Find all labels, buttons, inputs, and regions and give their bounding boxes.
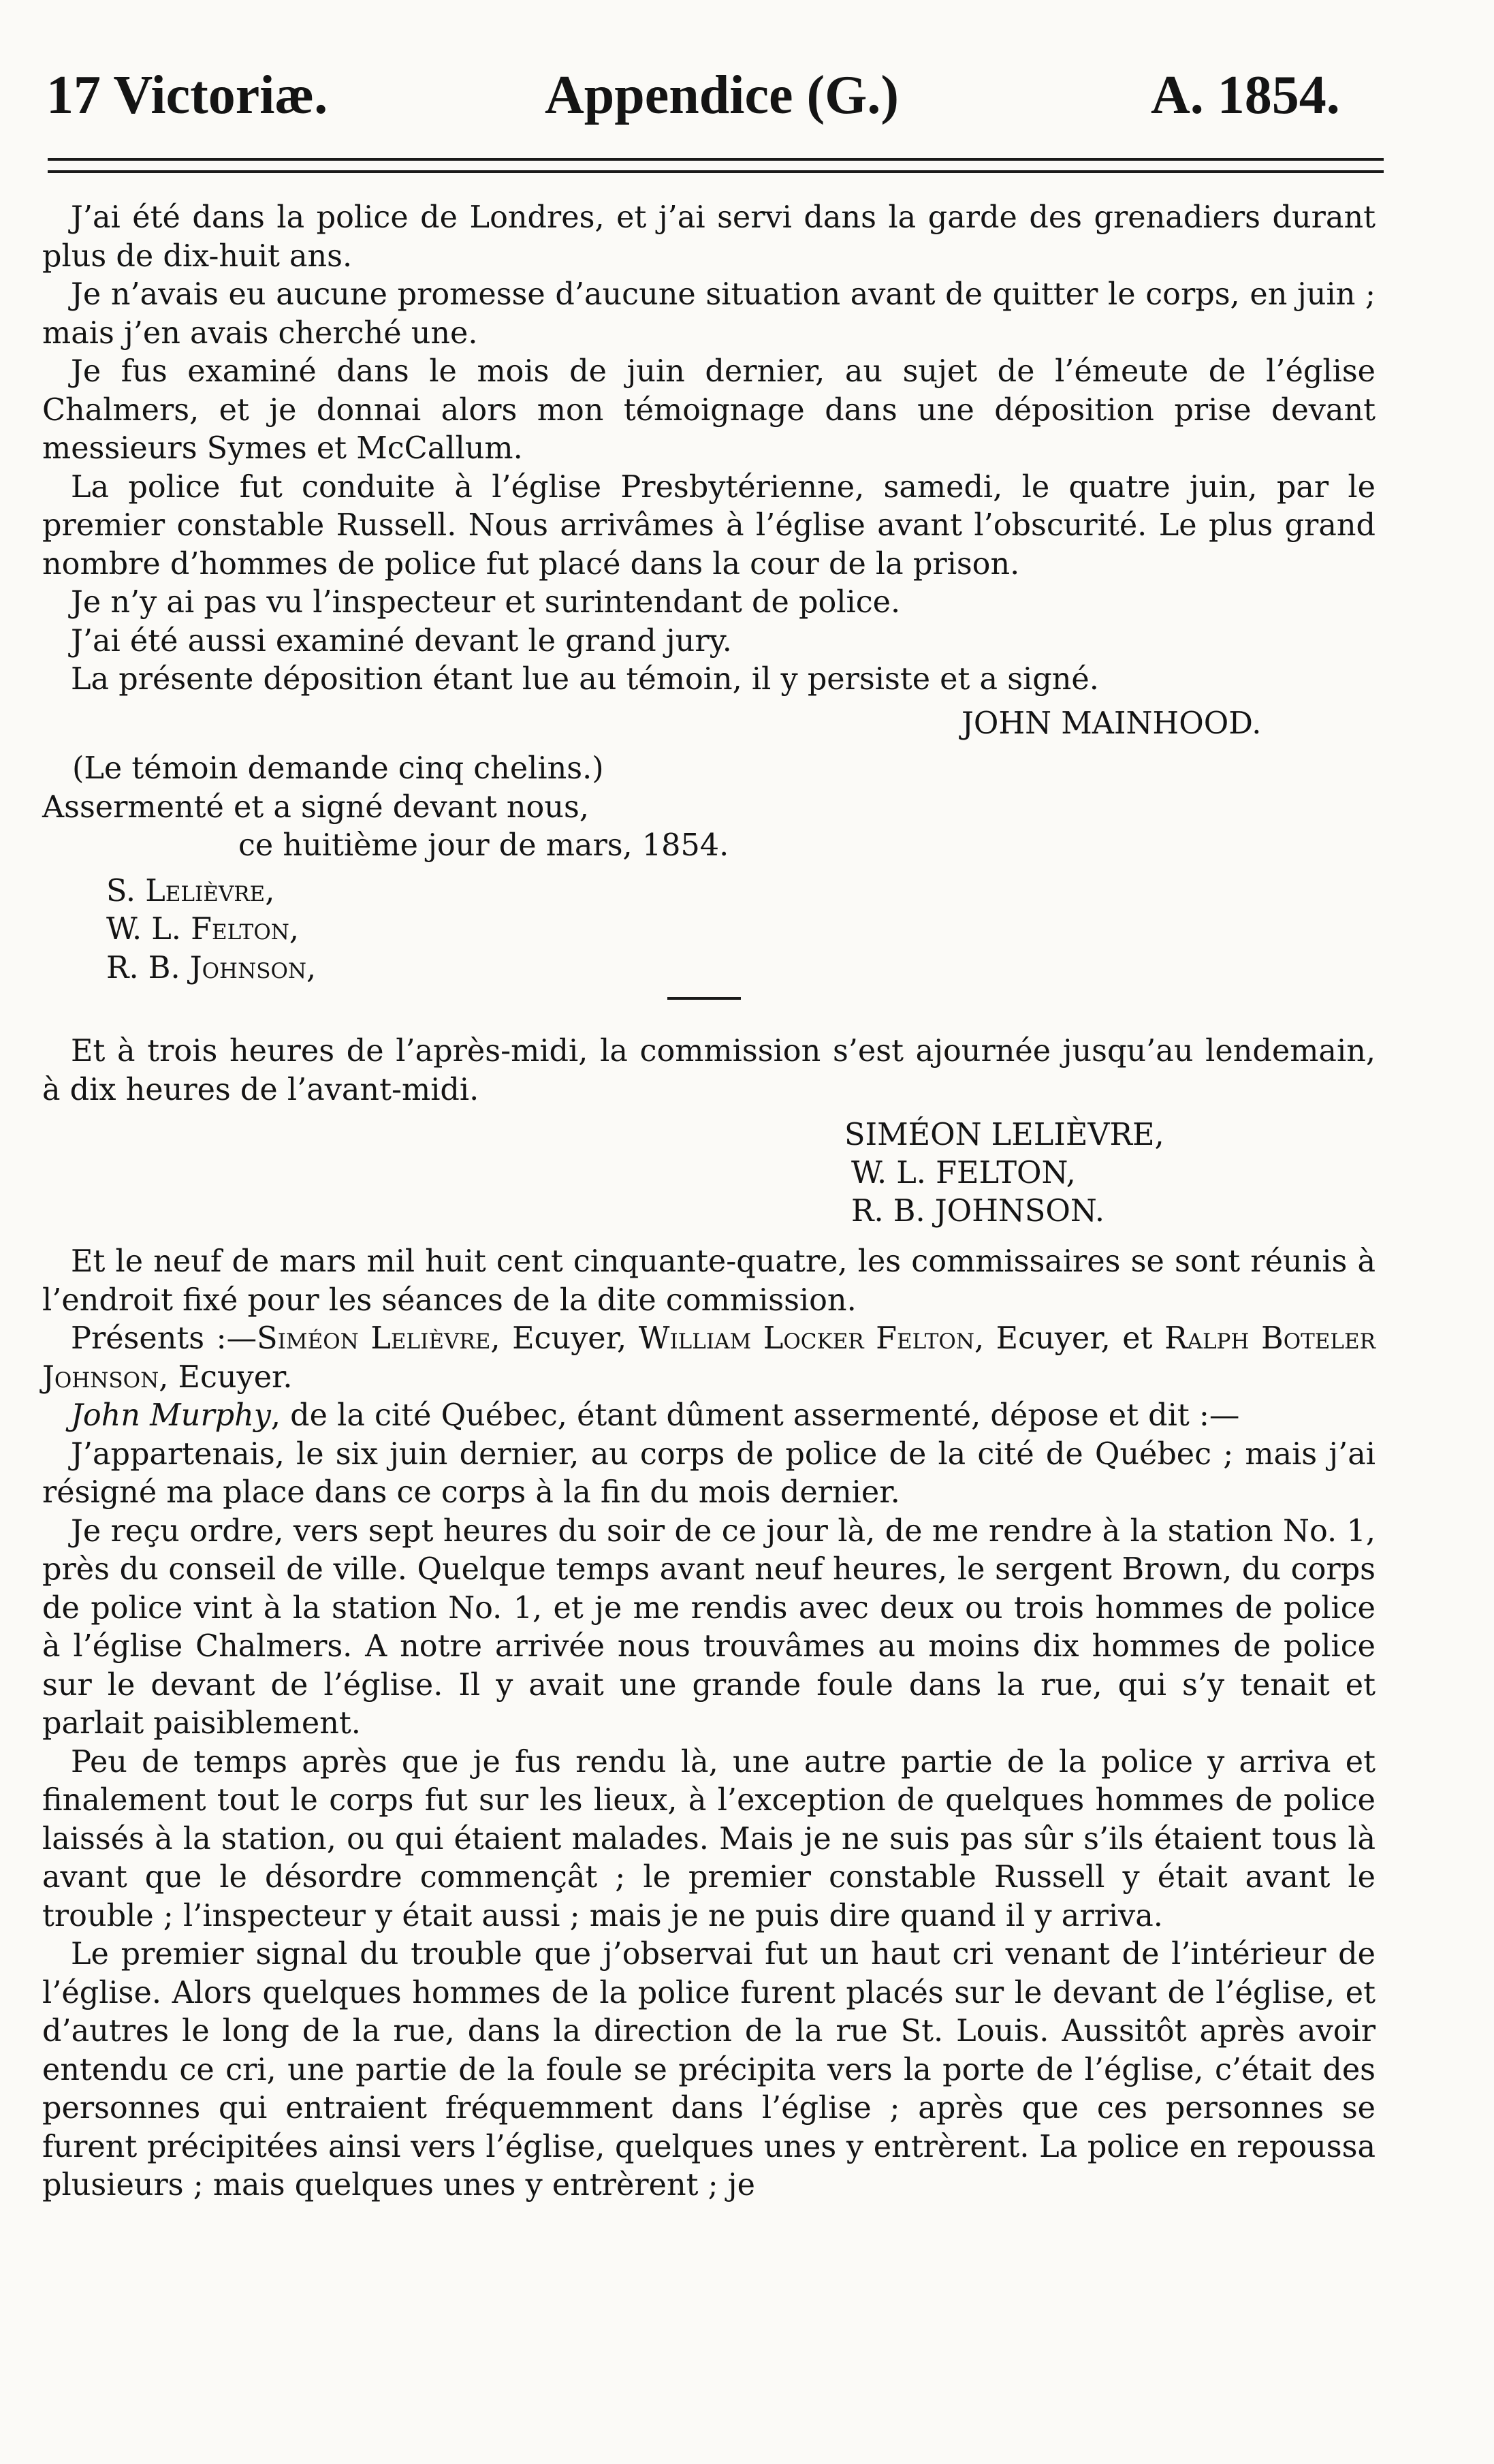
present-text: , Ecuyer, — [490, 1321, 639, 1356]
commissioner-name: R. B. Johnson, — [106, 950, 317, 985]
present-name: William Locker Felton — [638, 1321, 974, 1356]
paragraph: Je n’avais eu aucune promesse d’aucune situation avant de quitter le corps, en juin ; mais j’en avais cherché une. — [42, 277, 1376, 351]
document-body — [42, 199, 1376, 2205]
paragraph: La présente déposition étant lue au témoin, il y persiste et a signé. — [71, 662, 1099, 697]
header-rule-top — [48, 158, 1384, 161]
present-label: Présents :— — [71, 1321, 257, 1356]
section-divider — [667, 997, 741, 1000]
commissioner-name: W. L. Felton, — [106, 912, 300, 947]
witness-intro-text: , de la cité Québec, étant dûment assermenté, dépose et dit :— — [270, 1398, 1240, 1433]
paragraph: Peu de temps après que je fus rendu là, une autre partie de la police y arriva et finalement tout le corps fut sur les lieux, à l’exception de quelques hommes de police laissés à la station, ou qui étaient malades. Mais je ne suis pas sûr s’ils étaient tous là avant que le désordre commençât ; le premier constable Russell y était avant le trouble ; l’inspecteur y était aussi ; mais je ne puis dire quand il y arriva. — [42, 1744, 1376, 1933]
header-rule-bottom — [48, 170, 1384, 173]
paragraph: J’ai été aussi examiné devant le grand jury. — [71, 623, 732, 659]
paragraph: Je fus examiné dans le mois de juin dernier, au sujet de l’émeute de l’église Chalmers, et je donnai alors mon témoignage dans une déposition prise devant messieurs Symes et McCallum. — [42, 354, 1376, 466]
present-name: Ralph Boteler Johnson — [42, 1321, 1376, 1395]
date-line: ce huitième jour de mars, 1854. — [238, 828, 729, 863]
paragraph: J’ai été dans la police de Londres, et j’ai servi dans la garde des grenadiers durant plus de dix-huit ans. — [42, 200, 1376, 274]
present-text: , Ecuyer. — [159, 1359, 293, 1395]
witness-intro — [42, 1397, 1376, 1436]
sworn-line: Assermenté et a signé devant nous, — [42, 789, 589, 825]
signature-line: SIMÉON LELIÈVRE, — [844, 1118, 1164, 1152]
signature-line: W. L. FELTON, — [851, 1156, 1076, 1190]
fee-note: (Le témoin demande cinq chelins.) — [72, 751, 604, 786]
witness-name: John Murphy — [71, 1398, 271, 1433]
commissioner-name: S. Lelièvre, — [106, 873, 275, 909]
paragraph: J’appartenais, le six juin dernier, au corps de police de la cité de Québec ; mais j’ai résigné ma place dans ce corps à la fin du mois dernier. — [42, 1436, 1376, 1510]
signature-line: R. B. JOHNSON. — [851, 1194, 1105, 1229]
witness-signature: JOHN MAINHOOD. — [961, 706, 1262, 741]
paragraph: Et le neuf de mars mil huit cent cinquante-quatre, les commissaires se sont réunis à l’endroit fixé pour les séances de la dite commission. — [42, 1244, 1376, 1318]
paragraph: La police fut conduite à l’église Presbytérienne, samedi, le quatre juin, par le premier constable Russell. Nous arrivâmes à l’église avant l’obscurité. Le plus grand nombre d’hommes de police fut placé dans la cour de la prison. — [42, 469, 1376, 582]
header-right: A. 1854. — [1151, 65, 1340, 125]
header-left: 17 Victoriæ. — [46, 65, 328, 125]
paragraph: Je n’y ai pas vu l’inspecteur et surintendant de police. — [71, 585, 901, 620]
present-paragraph — [42, 1320, 1376, 1397]
signature-block — [42, 1116, 1376, 1231]
paragraph: Le premier signal du trouble que j’observai fut un haut cri venant de l’intérieur de l’église. Alors quelques hommes de la police furent placés sur le devant de l’église, et d’autres le long de la rue, dans la direction de la rue St. Louis. Aussitôt après avoir entendu ce cri, une partie de la foule se précipita vers la porte de l’église, c’était des personnes qui entraient fréquemment dans l’église ; après que ces personnes se furent précipitées ainsi vers l’église, quelques unes y entrèrent. La police en repoussa plusieurs ; mais quelques unes y entrèrent ; je — [42, 1937, 1376, 2202]
present-name: Siméon Lelièvre — [257, 1321, 491, 1356]
paragraph: Et à trois heures de l’après-midi, la commission s’est ajournée jusqu’au lendemain, à dix heures de l’avant-midi. — [42, 1034, 1376, 1107]
header-center: Appendice (G.) — [545, 65, 899, 125]
present-text: , Ecuyer, et — [974, 1321, 1165, 1356]
paragraph: Je reçu ordre, vers sept heures du soir de ce jour là, de me rendre à la station No. 1, près du conseil de ville. Quelque temps avant neuf heures, le sergent Brown, du corps de police vint à la station No. 1, et je me rendis avec deux ou trois hommes de police à l’église Chalmers. A notre arrivée nous trouvâmes au moins dix hommes de police sur le devant de l’église. Il y avait une grande foule dans la rue, qui s’y tenait et parlait paisiblement. — [42, 1513, 1376, 1741]
